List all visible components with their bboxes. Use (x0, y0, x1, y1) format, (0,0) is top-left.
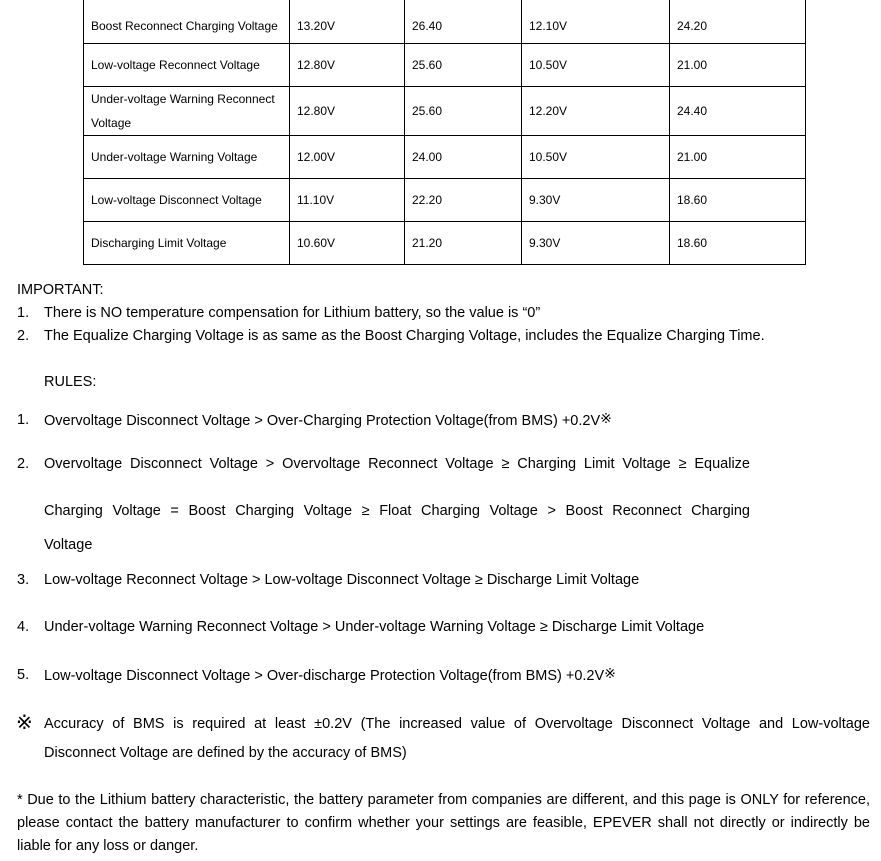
value-24v: 21.20 (405, 222, 522, 265)
accuracy-note-line-2: Disconnect Voltage are defined by the accuracy of BMS) (44, 745, 407, 761)
table-row (84, 136, 806, 179)
value-12v-b: 9.30V (522, 222, 670, 265)
reference-mark-icon: ※ (16, 712, 33, 734)
table-row (84, 44, 806, 87)
value-12v: 12.80V (290, 87, 405, 136)
battery-parameter-table (83, 0, 806, 265)
rule-number: 4. (17, 619, 30, 635)
value-12v-b: 12.20V (522, 87, 670, 136)
table-row (84, 0, 806, 44)
rule-2-line-1: Overvoltage Disconnect Voltage > Overvoltage Reconnect Voltage ≥ Charging Limit Voltage ≥ Equalize (44, 456, 750, 472)
important-item-number: 2. (17, 328, 30, 344)
table-row (84, 222, 806, 265)
value-12v-b: 9.30V (522, 179, 670, 222)
param-name: Discharging Limit Voltage (84, 222, 290, 265)
value-12v: 12.80V (290, 44, 405, 87)
reference-mark-icon: ※ (604, 665, 616, 681)
rule-text: Low-voltage Disconnect Voltage > Over-discharge Protection Voltage(from BMS) +0.2V (44, 668, 605, 684)
important-item-text: There is NO temperature compensation for Lithium battery, so the value is “0” (44, 305, 541, 321)
param-name: Low-voltage Reconnect Voltage (84, 44, 290, 87)
value-12v: 11.10V (290, 179, 405, 222)
value-24v-b: 18.60 (670, 222, 806, 265)
value-24v: 22.20 (405, 179, 522, 222)
accuracy-note-line-1: Accuracy of BMS is required at least ±0.2V (The increased value of Overvoltage Disconnect Voltage and Low-voltage (44, 716, 870, 732)
reference-mark-icon: ※ (600, 410, 612, 426)
param-name: Under-voltage Warning Reconnect Voltage (84, 87, 290, 136)
footnote-line-3: liable for any loss or danger. (17, 838, 199, 854)
value-12v-b: 10.50V (522, 136, 670, 179)
rule-2-line-3: Voltage (44, 537, 93, 553)
rule-5 (44, 667, 616, 684)
value-12v: 10.60V (290, 222, 405, 265)
param-name: Boost Reconnect Charging Voltage (84, 0, 290, 44)
value-24v: 26.40 (405, 0, 522, 44)
value-24v-b: 18.60 (670, 179, 806, 222)
value-12v: 13.20V (290, 0, 405, 44)
rule-number: 5. (17, 667, 30, 683)
value-12v: 12.00V (290, 136, 405, 179)
param-name: Low-voltage Disconnect Voltage (84, 179, 290, 222)
value-24v: 24.00 (405, 136, 522, 179)
value-24v: 25.60 (405, 44, 522, 87)
value-24v-b: 21.00 (670, 44, 806, 87)
rule-2-line-2: Charging Voltage = Boost Charging Voltage ≥ Float Charging Voltage > Boost Reconnect Charging (44, 503, 750, 519)
value-24v: 25.60 (405, 87, 522, 136)
important-heading: IMPORTANT: (17, 282, 104, 298)
important-item-number: 1. (17, 305, 30, 321)
rule-number: 1. (17, 412, 30, 428)
rule-4: Under-voltage Warning Reconnect Voltage > Under-voltage Warning Voltage ≥ Discharge Limit Voltage (44, 619, 705, 635)
table-row (84, 179, 806, 222)
footnote-line-2: please contact the battery manufacturer to confirm whether your settings are feasible, EPEVER shall not directly or indirectly be (17, 815, 870, 831)
important-item-text: The Equalize Charging Voltage is as same as the Boost Charging Voltage, includes the Equalize Charging Time. (44, 328, 765, 344)
value-24v-b: 24.20 (670, 0, 806, 44)
rules-heading: RULES: (44, 374, 97, 390)
rule-number: 3. (17, 572, 30, 588)
rule-number: 2. (17, 456, 30, 472)
value-24v-b: 24.40 (670, 87, 806, 136)
rule-3: Low-voltage Reconnect Voltage > Low-voltage Disconnect Voltage ≥ Discharge Limit Voltage (44, 572, 640, 588)
value-24v-b: 21.00 (670, 136, 806, 179)
rule-text: Overvoltage Disconnect Voltage > Over-Charging Protection Voltage(from BMS) +0.2V (44, 413, 601, 429)
value-12v-b: 12.10V (522, 0, 670, 44)
param-name: Under-voltage Warning Voltage (84, 136, 290, 179)
footnote-line-1: * Due to the Lithium battery characteristic, the battery parameter from companies are different, and this page is ONLY for reference, (17, 792, 870, 808)
value-12v-b: 10.50V (522, 44, 670, 87)
table-row (84, 87, 806, 136)
rule-1 (44, 412, 612, 429)
